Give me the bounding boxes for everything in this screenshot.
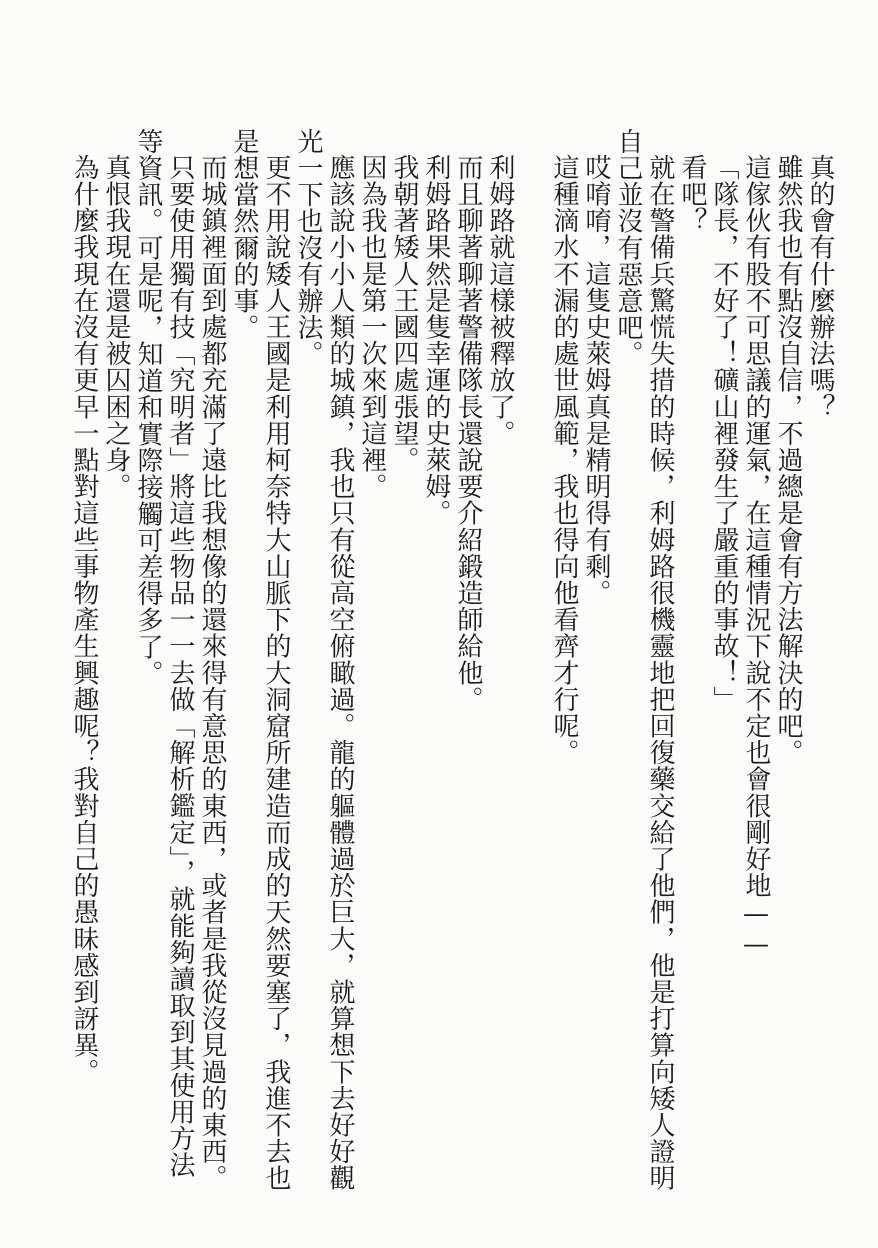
paragraph: 利姆路果然是隻幸運的史萊姆。 bbox=[421, 154, 451, 527]
paragraph: 看吧？ bbox=[677, 154, 707, 234]
paragraph: 這種滴水不漏的處世風範，我也得向他看齊才行呢。 bbox=[549, 154, 579, 766]
paragraph: 我朝著矮人王國四處張望。 bbox=[389, 154, 419, 474]
paragraph: 真的會有什麼辦法嗎？ bbox=[805, 154, 835, 420]
paragraph: 真恨我現在還是被囚困之身。 bbox=[101, 154, 131, 500]
paragraph: 更不用說矮人王國是利用柯奈特大山脈下的大洞窟所建造而成的天然要塞了，我進不去也是想當然爾的事。 bbox=[229, 128, 291, 1192]
paragraph: 而且聊著聊著警備隊長還說要介紹鍛造師給他。 bbox=[453, 154, 483, 713]
paragraph: 應該說小小人類的城鎮，我也只有從高空俯瞰過。龍的軀體過於巨大，就算想下去好好觀光一下也沒有辦法。 bbox=[293, 128, 355, 1192]
paragraph: 而城鎮裡面到處都充滿了遠比我想像的還來得有意思的東西，或者是我從沒見過的東西。 bbox=[197, 154, 227, 1192]
paragraph: 為什麼我現在沒有更早一點對這些事物產生興趣呢？我對自己的愚昧感到訝異。 bbox=[69, 154, 99, 1085]
paragraph: 「隊長，不好了！礦山裡發生了嚴重的事故！」 bbox=[709, 154, 739, 713]
paragraph: 這傢伙有股不可思議的運氣，在這種情況下說不定也會很剛好地—— bbox=[741, 154, 771, 960]
paragraph: 哎唷唷，這隻史萊姆真是精明得有剩。 bbox=[581, 154, 611, 607]
paragraph: 利姆路就這樣被釋放了。 bbox=[485, 154, 515, 447]
paragraph: 因為我也是第一次來到這裡。 bbox=[357, 154, 387, 500]
paragraph: 只要使用獨有技「究明者」將這些物品一一去做「解析鑑定」，就能夠讀取到其使用方法等資訊。可是呢，知道和實際接觸可差得多了。 bbox=[133, 128, 195, 1179]
vertical-text-block bbox=[68, 128, 836, 1196]
paragraph: 就在警備兵驚慌失措的時候，利姆路很機靈地把回復藥交給了他們，他是打算向矮人證明自己並沒有惡意吧。 bbox=[613, 128, 675, 1192]
paragraph: 雖然我也有點沒自信，不過總是會有方法解決的吧。 bbox=[773, 154, 803, 766]
